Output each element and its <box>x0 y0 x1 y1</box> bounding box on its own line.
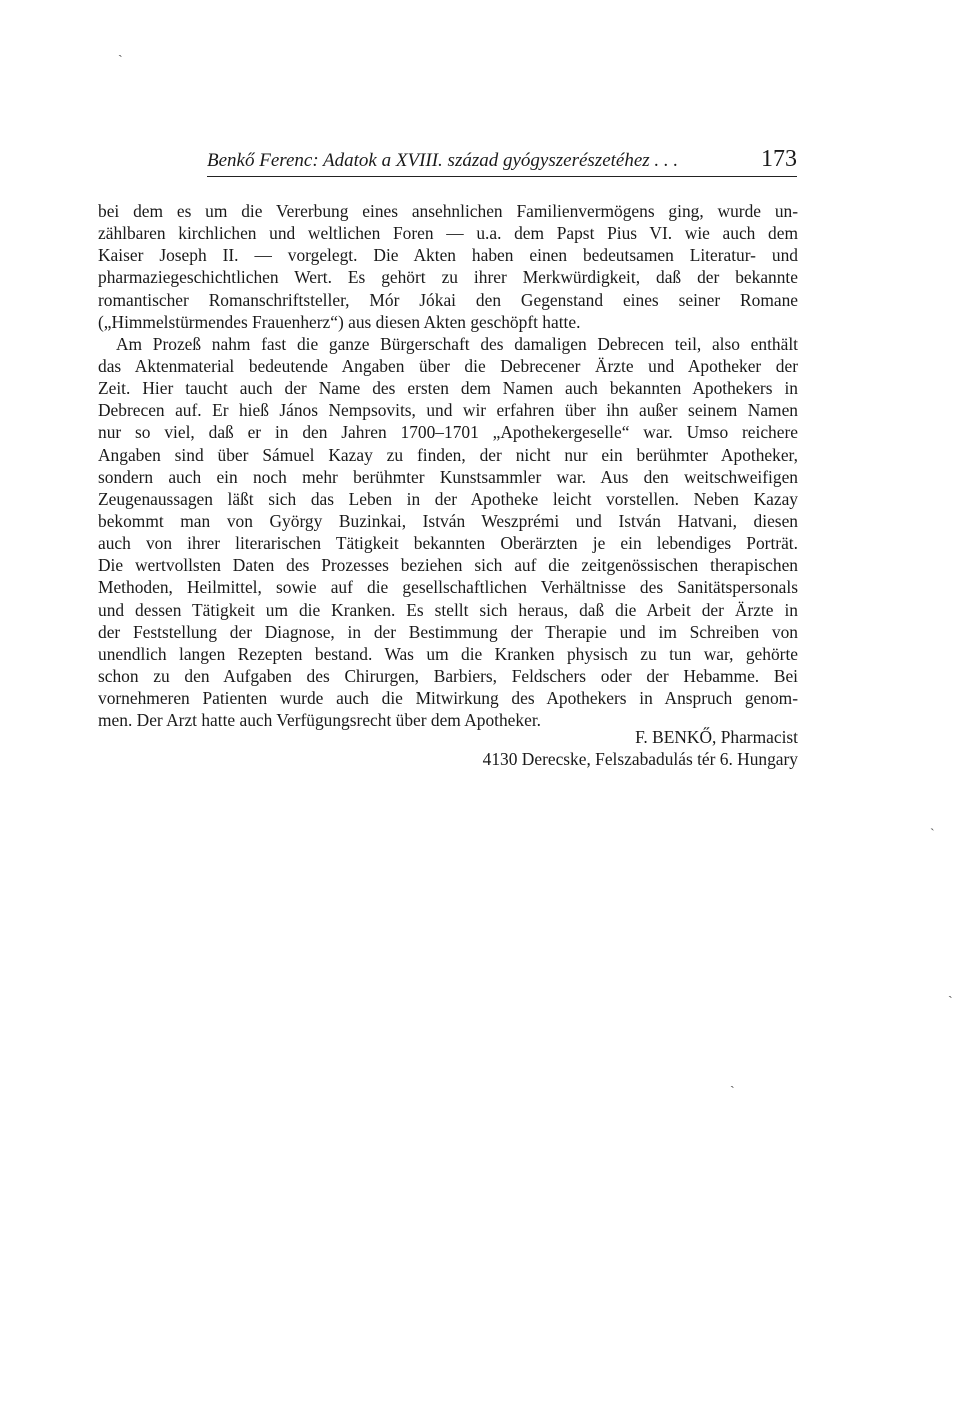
author-signature <box>483 726 798 770</box>
text-line: bei dem es um die Vererbung eines ansehnlichen Familienvermögens ging, wurde un- <box>98 201 798 221</box>
scan-speck: ˏ <box>118 43 123 58</box>
text-line: Angaben sind über Sámuel Kazay zu finden, der nicht nur ein berühmter Apotheker, <box>98 444 798 465</box>
text-line: unendlich langen Rezepten bestand. Was um die Kranken physisch zu tun war, gehörte <box>98 643 798 664</box>
scan-speck: ˏ <box>730 1074 735 1089</box>
text-line: und dessen Tätigkeit um die Kranken. Es stellt sich heraus, daß die Arbeit der Ärzte in <box>98 599 798 620</box>
scan-speck: ˋ <box>930 827 935 842</box>
author-address: 4130 Derecske, Felszabadulás tér 6. Hungary <box>482 749 798 770</box>
text-line: vornehmeren Patienten wurde auch die Mitwirkung des Apothekers in Anspruch genom- <box>98 688 798 709</box>
text-line: bekommt man von György Buzinkai, István Weszprémi und István Hatvani, diesen <box>98 510 798 531</box>
scan-speck: ˏ <box>948 984 953 999</box>
text-line: sondern auch ein noch mehr berühmter Kunstsammler war. Aus den weitschweifigen <box>98 466 798 487</box>
text-line: Debrecen auf. Er hieß János Nempsovits, und wir erfahren über ihn außer seinem Namen <box>98 400 798 421</box>
text-line: auch von ihrer literarischen Tätigkeit bekannten Oberärzten je ein lebendiges Porträt. <box>98 533 798 554</box>
text-line: Kaiser Joseph II. — vorgelegt. Die Akten haben einen bedeutsamen Literatur- und <box>98 245 798 266</box>
text-line: der Feststellung der Diagnose, in der Bestimmung der Therapie und im Schreiben von <box>98 621 798 642</box>
header-title: Benkő Ferenc: Adatok a XVIII. század gyógyszerészetéhez . . . <box>207 150 679 171</box>
text-line: schon zu den Aufgaben des Chirurgen, Barbiers, Feldschers oder der Hebamme. Bei <box>98 665 798 686</box>
author-name: F. BENKŐ, Pharmacist <box>635 727 798 747</box>
text-line: men. Der Arzt hatte auch Verfügungsrecht über dem Apotheker. <box>98 710 541 731</box>
text-line: („Himmelstürmendes Frauenherz“) aus diesen Akten geschöpft hatte. <box>98 311 581 332</box>
text-line: Die wertvollsten Daten des Prozesses beziehen sich auf die zeitgenössischen therapischen <box>98 555 798 576</box>
body-text <box>98 200 798 731</box>
page-number: 173 <box>761 146 797 172</box>
text-line: zählbaren kirchlichen und weltlichen Foren — u.a. dem Papst Pius VI. wie auch dem <box>98 223 798 244</box>
text-line: pharmaziegeschichtlichen Wert. Es gehört zu ihrer Merkwürdigkeit, daß der bekannte <box>98 267 798 288</box>
text-line: Methoden, Heilmittel, sowie auf die gesellschaftlichen Verhältnisse des Sanitätspersonals <box>98 577 798 598</box>
text-line: das Aktenmaterial bedeutende Angaben über die Debrecener Ärzte und Apotheker der <box>98 355 798 376</box>
text-line: Zeugenaussagen läßt sich das Leben in der Apotheke leicht vorstellen. Neben Kazay <box>98 488 798 509</box>
text-line: romantischer Romanschriftsteller, Mór Jókai den Gegenstand eines seiner Romane <box>98 289 798 310</box>
text-line: Zeit. Hier taucht auch der Name des ersten dem Namen auch bekannten Apothekers in <box>98 378 798 399</box>
text-line: nur so viel, daß er in den Jahren 1700–1701 „Apothekergeselle“ war. Umso reichere <box>98 422 798 443</box>
text-line: Am Prozeß nahm fast die ganze Bürgerschaft des damaligen Debrecen teil, also enthält <box>116 333 798 354</box>
running-header <box>207 146 797 177</box>
